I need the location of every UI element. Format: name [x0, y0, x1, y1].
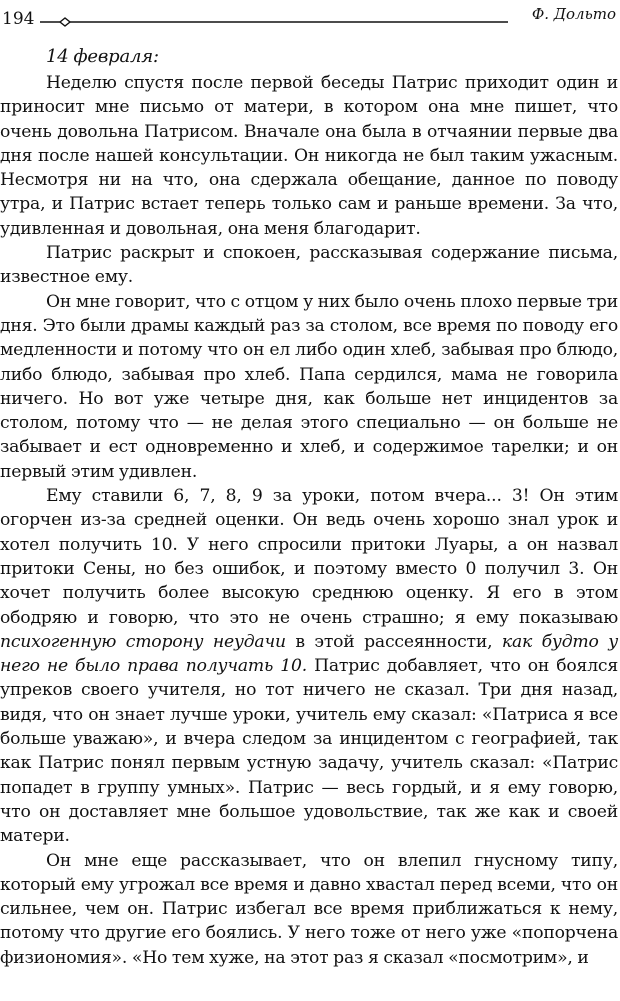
paragraph-4-text-2: в этой рассеянности, [285, 631, 502, 652]
page-body [0, 45, 618, 970]
paragraph-5: Он мне еще рассказывает, что он влепил гнусному типу, который ему угрожал все время и давно хвастал перед всеми, что он сильнее, чем он. Патрис избегал все время приближаться к нему, потому что другие его боялись. У него тоже от него уже «попорчена физиономия». «Но тем хуже, на этот раз я сказал «посмотрим», и [0, 850, 618, 968]
paragraph-4-text-3: Патрис добавляет, что он боялся упреков своего учителя, но тот ничего не сказал. Три дня назад, видя, что он знает лучше уроки, учитель ему сказал: «Патриса я все больше уважаю», и вчера следом за инцидентом с географией, так как Патрис понял первым устную задачу, учитель сказал: «Патрис попадет в группу умных». Патрис — весь гордый, и я ему говорю, что он доставляет мне большое удовольствие, так же как и своей матери. [0, 656, 618, 847]
paragraph-3: Он мне говорит, что с отцом у них было очень плохо первые три дня. Это были драмы каждый раз за столом, все время по поводу его медленности и потому что он ел либо один хлеб, забывая про блюдо, либо блюдо, забывая про хлеб. Папа сердился, мама не говорила ничего. Но вот уже четыре дня, как больше нет инцидентов за столом, потому что — не делая этого специально — он больше не забывает и ест одновременно и хлеб, и содержимое тарелки; и он первый этим удивлен. [0, 291, 618, 482]
running-title: Ф. Дольто [531, 5, 616, 23]
paragraph-4-emphasis: психогенную сторону неудачи [0, 631, 286, 652]
header-rule-ornament [38, 0, 520, 40]
paragraph-2: Патрис раскрыт и спокоен, рассказывая содержание письма, известное ему. [0, 243, 618, 288]
page-number: 194 [2, 9, 35, 29]
page-header [0, 0, 620, 40]
date-heading: 14 февраля: [46, 46, 159, 67]
paragraph-1: Неделю спустя после первой беседы Патрис приходит один и приносит мне письмо от матери, в котором она мне пишет, что очень довольна Патрисом. Вначале она была в отчаянии первые два дня после нашей консультации. Он никогда не был таким ужасным. Несмотря ни на что, она сдержала обещание, данное по поводу утра, и Патрис встает теперь только сам и раньше времени. За что, удивленная и довольная, она меня благодарит. [0, 73, 618, 239]
paragraph-4 [0, 484, 618, 848]
paragraph-4-text: Ему ставили 6, 7, 8, 9 за уроки, потом вчера... 3! Он этим огорчен из-за средней оценки. Он ведь очень хорошо знал урок и хотел получить 10. У него спросили притоки Луары, а он назвал притоки Сены, но без ошибок, и поэтому вместо 0 получил 3. Он хочет получить более высокую среднюю оценку. Я его в этом ободряю и говорю, что это не очень страшно; я ему показываю [0, 486, 618, 628]
paragraph-4-emphasis-2: как будто у него не было права получать 10. [0, 631, 618, 677]
